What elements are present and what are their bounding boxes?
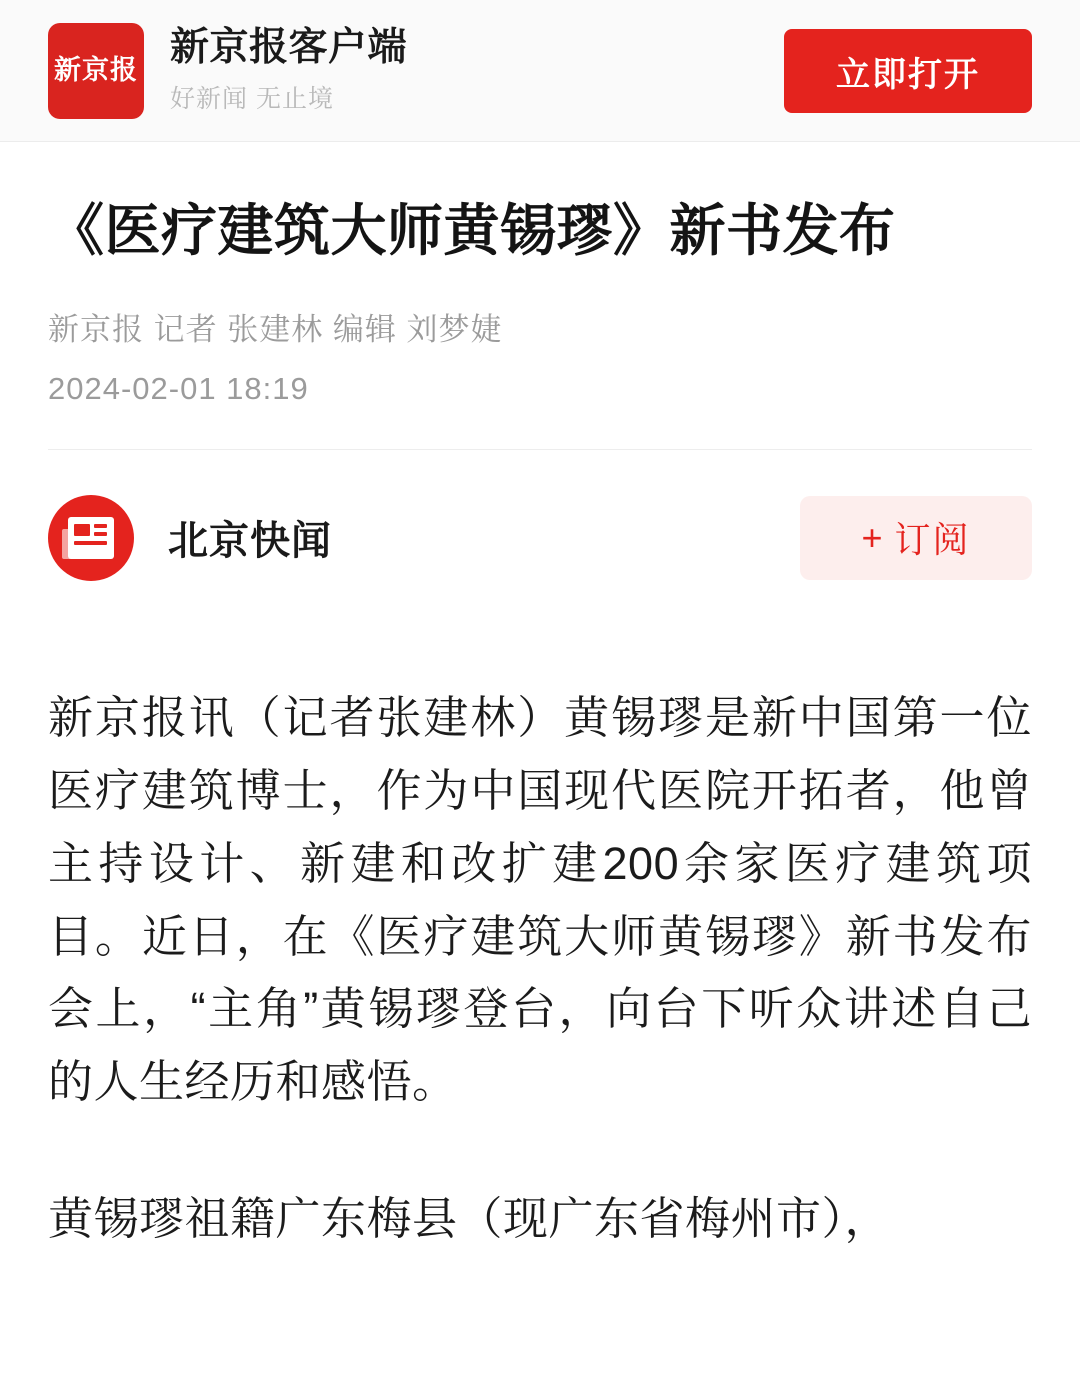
logo-text: 新京报 <box>54 54 138 85</box>
app-name: 新京报客户端 <box>170 26 408 70</box>
newspaper-block <box>74 524 90 536</box>
open-app-button[interactable]: 立即打开 <box>784 29 1032 113</box>
app-download-bar <box>0 0 1080 142</box>
newspaper-line <box>94 532 107 536</box>
header-divider <box>48 449 1032 450</box>
app-info <box>170 26 407 115</box>
article-byline: 新京报 记者 张建林 编辑 刘梦婕 <box>48 311 503 347</box>
plus-icon: + <box>861 516 885 558</box>
subscribe-label: 订阅 <box>894 519 971 561</box>
newspaper-icon[interactable] <box>48 495 134 581</box>
channel-name[interactable]: 北京快闻 <box>168 519 332 564</box>
article-body <box>48 682 1032 1256</box>
subscribe-button[interactable] <box>800 496 1032 580</box>
xinjingbao-logo <box>48 23 144 119</box>
app-slogan: 好新闻 无止境 <box>170 84 334 113</box>
channel-row <box>48 490 1032 586</box>
article-container <box>0 194 1080 1256</box>
newspaper-line <box>94 524 107 528</box>
article-paragraph: 新京报讯（记者张建林）黄锡璆是新中国第一位医疗建筑博士，作为中国现代医院开拓者，他曾主持设计、新建和改扩建200余家医疗建筑项目。近日，在《医疗建筑大师黄锡璆》新书发布会上，“主角”黄锡璆登台，向台下听众讲述自己的人生经历和感悟。 <box>48 691 1032 1108</box>
newspaper-line <box>74 541 107 545</box>
article-paragraph: 黄锡璆祖籍广东梅县（现广东省梅州市）， <box>48 1193 891 1245</box>
article-headline: 《医疗建筑大师黄锡璆》新书发布 <box>48 199 896 262</box>
article-timestamp: 2024-02-01 18:19 <box>48 370 309 406</box>
